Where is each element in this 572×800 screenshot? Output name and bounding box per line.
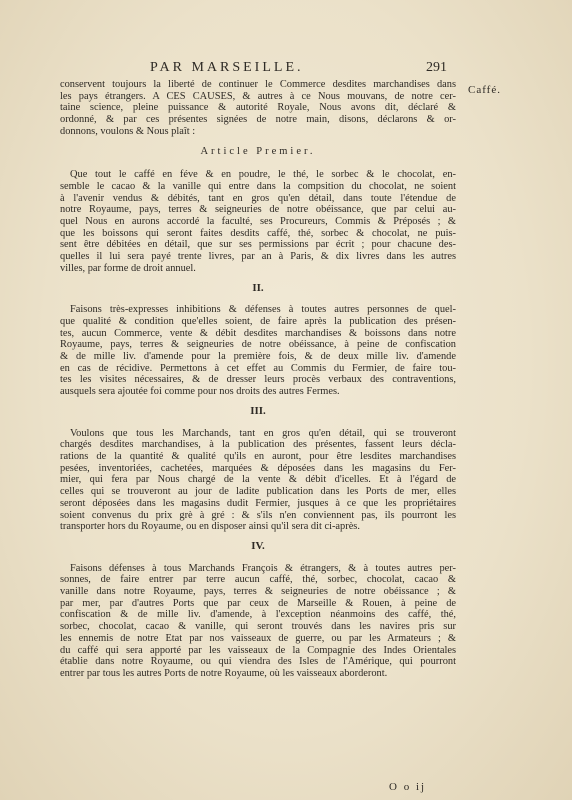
text-line: établie dans notre Royaume, ou qui viendra des Isles de l'Amérique, qui pourront (60, 656, 456, 668)
text-line: Faisons défenses à tous Marchands François & étrangers, & à toutes autres per- (70, 562, 456, 574)
text-line: tes les visites nécessaires, & de dresser leurs procès verbaux des contraventions, (60, 374, 456, 386)
document-body (60, 79, 456, 680)
text-line: Faisons très-expresses inhibitions & défenses à toutes autres personnes de quel- (70, 304, 456, 316)
text-line: transporter hors du Royaume, ou en disposer ainsi qu'il sera dit ci-après. (60, 521, 360, 533)
text-line: Royaume, pays, terres & seigneuries de notre obéissance, à peine de confiscation (60, 339, 456, 351)
text-line: Que tout le caffé en féve & en poudre, le thé, le sorbec & le chocolat, en- (70, 169, 456, 181)
article-3-paragraph (60, 428, 456, 533)
text-line: que qualité & condition que'elles soient, de faire après la publication des présen- (60, 315, 456, 327)
running-head: PAR MARSEILLE. (150, 60, 304, 75)
page-header (0, 60, 572, 80)
text-line: donnons, voulons & Nous plaît : (60, 125, 196, 137)
text-line: villes, par forme de droit annuel. (60, 262, 196, 274)
text-line: soient convenus du prix grè à gré : & s'ils n'en conviennent pas, ils pourront les (60, 509, 456, 521)
text-line: pesées, inventoriées, cachetées, marquées & déposées dans les magasins du Fer- (60, 462, 456, 474)
text-line: Voulons que tous les Marchands, tant en gros qu'en détail, qui se trouveront (70, 427, 456, 439)
text-line: par mer, par d'autres Ports que par ceux de Marseille & Rouen, à peine de (60, 597, 456, 609)
text-line: taine science, pleine puissance & autorité Royale, Nous avons dit, déclaré & (60, 102, 456, 114)
text-line: rations de la quantité & qualité qu'ils en auront, pour être lesdites marchandises (60, 450, 456, 462)
text-line: tes, aucun Commerce, vente & débit desdites marchandises & boissons dans notre (60, 327, 456, 339)
text-line: entrer par tous les autres Ports de notre Royaume, où les vaisseaux aborderont. (60, 667, 388, 679)
text-line: à l'avenir vendus & débités, tant en gros qu'en détail, dans toute l'étendue de (60, 192, 456, 204)
article-2-heading: II. (252, 281, 264, 294)
text-line: du caffé qui sera apporté par les vaisseaux de la Compagnie des Indes Orientales (60, 644, 456, 656)
text-line: celles qui se trouveront au jour de ladite publication dans les Ports de mer, elles (60, 486, 456, 498)
text-line: ausquels sera ajoutée foi comme pour nos droits des autres Fermes. (60, 386, 340, 398)
text-line: quelles il lui sera payé trente livres, par an à Paris, & dix livres dans les autres (60, 251, 456, 263)
article-3-heading: III. (250, 404, 266, 417)
text-line: conservent toujours la liberté de continuer le Commerce desdites marchandises dans (60, 79, 456, 90)
signature-mark: O o ij (389, 781, 427, 793)
article-4-paragraph (60, 563, 456, 680)
text-line: les ennemis de notre Etat par nos vaisseaux de guerre, ou par les Armateurs ; & (60, 632, 456, 644)
text-line: que les boissons qui seront faites desdits caffé, thé, sorbec & chocolat, ne puis- (60, 227, 456, 239)
article-4-heading: IV. (251, 539, 265, 552)
text-line: seront déposées dans les magasins dudit Fermier, jusques à ce que les propriétaires (60, 497, 456, 509)
page-number: 291 (426, 60, 447, 75)
text-line: chargés desdites marchandises, à la publication des présentes, fassent leurs décla- (60, 439, 456, 451)
text-line: quel Nous en aurons accordé la faculté, ses Procureurs, Commis & Préposés ; & (60, 216, 456, 228)
text-line: mier, qui fera par Nous chargé de la vente & débit d'icelles. Et à l'égard de (60, 474, 456, 486)
text-line: en cas de récidive. Permettons à cet effet au Commis du Fermier, de faire tou- (60, 362, 456, 374)
text-line: ordonné, & par ces présentes signées de notre main, disons, déclarons & or- (60, 114, 456, 126)
text-line: confiscation & de mille liv. d'amende, à l'exception néanmoins des caffé, thé, (60, 609, 456, 621)
text-line: sent être débitées en détail, que sur ses permissions par écrit ; pour chacune des- (60, 239, 456, 251)
text-line: & de mille liv. d'amende pour la première fois, & de deux mille liv. d'amende (60, 351, 456, 363)
article-heading: Article Premier. (200, 145, 316, 157)
text-line: vanille dans notre Royaume, pays, terres & seigneuries de notre obéissance ; & (60, 586, 456, 598)
article-2-paragraph (60, 304, 456, 398)
text-line: les pays étrangers. A CES CAUSES, & autres à ce Nous mouvans, de notre cer- (60, 90, 456, 102)
article-1-paragraph (60, 169, 456, 274)
text-line: notre Royaume, pays, terres & seigneuries de notre obéissance, que par celui au- (60, 204, 456, 216)
text-line: semble le cacao & la vanille qui entre dans la compsition du chocolat, ne soient (60, 180, 456, 192)
text-line: sorbec, chocolat, cacao & vanille, qui seront trouvés dans les navires pris sur (60, 621, 456, 633)
text-line: sonnes, de faire entrer par terre aucun caffé, thé, sorbec, chocolat, cacao & (60, 574, 456, 586)
intro-paragraph (60, 79, 456, 138)
margin-note: Caffé. (468, 84, 501, 96)
